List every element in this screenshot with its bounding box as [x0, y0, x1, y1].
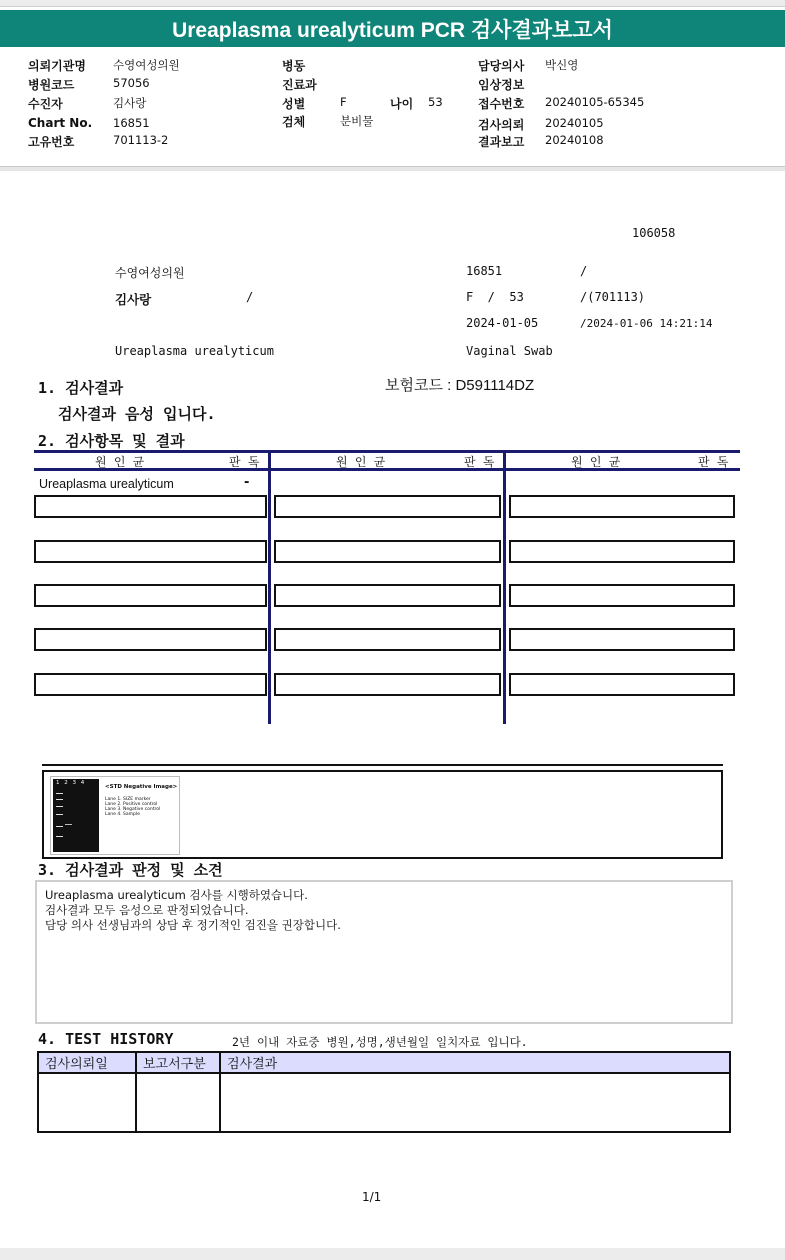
- result-cell: [34, 584, 267, 607]
- gel-band: [56, 806, 63, 807]
- result-cell: [274, 628, 501, 651]
- gel-heading: <STD Negative Image>: [105, 784, 178, 790]
- section1-title: 1. 검사결과: [38, 379, 124, 397]
- result-cell: [274, 540, 501, 563]
- gel-legend-3: Lane 3. Negative control: [105, 807, 161, 812]
- label-unique-no: 고유번호: [28, 135, 75, 149]
- item-name: Ureaplasma urealyticum: [39, 477, 174, 491]
- label-clinical-info: 임상정보: [478, 78, 525, 92]
- insurance-code-label: 보험코드 :: [385, 377, 456, 394]
- body-request-date: 2024-01-05: [466, 316, 539, 330]
- gel-band: [56, 826, 63, 827]
- value-chart-no: 16851: [113, 116, 150, 130]
- value-request-date: 20240105: [545, 116, 604, 130]
- body-slash-2: /: [246, 290, 254, 304]
- gel-band: [56, 814, 63, 815]
- body-patient: 김사랑: [115, 292, 152, 307]
- result-cell: [34, 495, 267, 518]
- value-specimen: 분비물: [340, 114, 374, 128]
- label-age: 나이: [390, 97, 414, 111]
- gel-legend-1: Lane 1. SIZE marker: [105, 797, 151, 802]
- gel-legend: [105, 797, 160, 817]
- col-header-judgement-2: 판 독: [464, 455, 495, 469]
- top-border: [0, 0, 785, 7]
- label-hospital-code: 병원코드: [28, 78, 75, 92]
- result-cell: [509, 540, 735, 563]
- result-cell: [509, 628, 735, 651]
- gel-image: [50, 776, 180, 855]
- gel-lane-3: 3: [72, 780, 78, 786]
- value-sex: F: [340, 95, 347, 109]
- value-age: 53: [428, 95, 443, 109]
- gel-legend-4: Lane 4. Sample: [105, 812, 140, 817]
- report-title: Ureaplasma urealyticum PCR 검사결과보고서: [0, 10, 785, 47]
- history-header-row: [38, 1052, 730, 1073]
- comment-line-1: Ureaplasma urealyticum 검사를 시행하였습니다.: [45, 888, 308, 902]
- result-summary: 검사결과 음성 입니다.: [58, 405, 216, 423]
- gel-lane-numbers: [56, 780, 86, 786]
- history-cell: [220, 1073, 730, 1132]
- result-cell: [274, 584, 501, 607]
- col-header-judgement-3: 판 독: [698, 455, 729, 469]
- history-empty-row: [38, 1073, 730, 1132]
- result-cell: [34, 673, 267, 696]
- value-patient: 김사랑: [113, 96, 147, 110]
- value-hospital-code: 57056: [113, 76, 150, 90]
- body-test-name: Ureaplasma urealyticum: [115, 344, 274, 358]
- history-col-result: 검사결과: [220, 1052, 730, 1073]
- history-cell: [136, 1073, 220, 1132]
- gel-top-rule: [42, 764, 723, 766]
- col-header-pathogen-3: 원 인 균: [571, 455, 621, 469]
- result-cell: [509, 584, 735, 607]
- body-sex-age: F / 53: [466, 290, 524, 304]
- result-cell: [274, 495, 501, 518]
- column-divider-1: [268, 450, 271, 724]
- label-doctor: 담당의사: [478, 59, 525, 73]
- gel-lane-1: 1: [56, 780, 61, 786]
- page-number: 1/1: [362, 1190, 382, 1204]
- body-clinic: 수영여성의원: [115, 266, 185, 280]
- col-header-pathogen-1: 원 인 균: [95, 455, 145, 469]
- label-ward: 병동: [282, 59, 306, 73]
- label-clinic: 의뢰기관명: [28, 59, 86, 73]
- gel-photo: [53, 779, 99, 852]
- gel-band: [56, 836, 63, 837]
- comment-line-3: 담당 의사 선생님과의 상담 후 정기적인 검진을 권장합니다.: [45, 918, 341, 932]
- value-doctor: 박신영: [545, 58, 579, 72]
- body-chart-no: 16851: [466, 264, 503, 278]
- comment-box: [35, 880, 733, 1024]
- col-header-pathogen-2: 원 인 균: [336, 455, 386, 469]
- body-id: /(701113): [580, 290, 646, 304]
- result-cell: [509, 673, 735, 696]
- gel-lane-2: 2: [64, 780, 70, 786]
- label-chart-no: Chart No.: [28, 116, 93, 130]
- section2-title: 2. 검사항목 및 결과: [38, 432, 185, 450]
- history-col-report-type: 보고서구분: [136, 1052, 220, 1073]
- result-cell: [509, 495, 735, 518]
- gel-lane-4: 4: [80, 780, 86, 786]
- section3-title: 3. 검사결과 판정 및 소견: [38, 861, 223, 879]
- document-code: 106058: [632, 226, 676, 240]
- result-cell: [34, 540, 267, 563]
- item-result: -: [244, 475, 250, 490]
- gel-legend-2: Lane 2. Positive control: [105, 802, 158, 807]
- label-specimen: 검체: [282, 115, 306, 129]
- body-slash-1: /: [580, 264, 588, 278]
- history-cell: [38, 1073, 136, 1132]
- insurance-code-value: D591114DZ: [455, 377, 535, 394]
- bottom-border: [0, 1248, 785, 1260]
- history-table: [37, 1051, 731, 1133]
- column-divider-2: [503, 450, 506, 724]
- result-cell: [274, 673, 501, 696]
- value-receipt-no: 20240105-65345: [545, 95, 645, 109]
- body-report-datetime: /2024-01-06 14:21:14: [580, 317, 713, 330]
- gel-band: [56, 799, 63, 800]
- history-col-request-date: 검사의뢰일: [38, 1052, 136, 1073]
- header-separator: [0, 166, 785, 171]
- value-unique-no: 701113-2: [113, 133, 169, 147]
- value-report-date: 20240108: [545, 133, 604, 147]
- insurance-code: [385, 374, 534, 395]
- gel-band: [56, 793, 63, 794]
- label-department: 진료과: [282, 78, 317, 92]
- result-cell: [34, 628, 267, 651]
- comment-line-2: 검사결과 모두 음성으로 판정되었습니다.: [45, 903, 249, 917]
- label-report-date: 결과보고: [478, 135, 525, 149]
- label-sex: 성별: [282, 97, 306, 111]
- gel-band: [65, 824, 72, 825]
- label-patient: 수진자: [28, 97, 63, 111]
- body-specimen: Vaginal Swab: [466, 344, 553, 358]
- section4-title: 4. TEST HISTORY: [38, 1030, 174, 1048]
- label-receipt-no: 접수번호: [478, 97, 525, 111]
- history-note: 2년 이내 자료중 병원,성명,생년월일 일치자료 입니다.: [232, 1035, 528, 1049]
- label-request-date: 검사의뢰: [478, 118, 525, 132]
- col-header-judgement-1: 판 독: [229, 455, 260, 469]
- value-clinic: 수영여성의원: [113, 58, 180, 72]
